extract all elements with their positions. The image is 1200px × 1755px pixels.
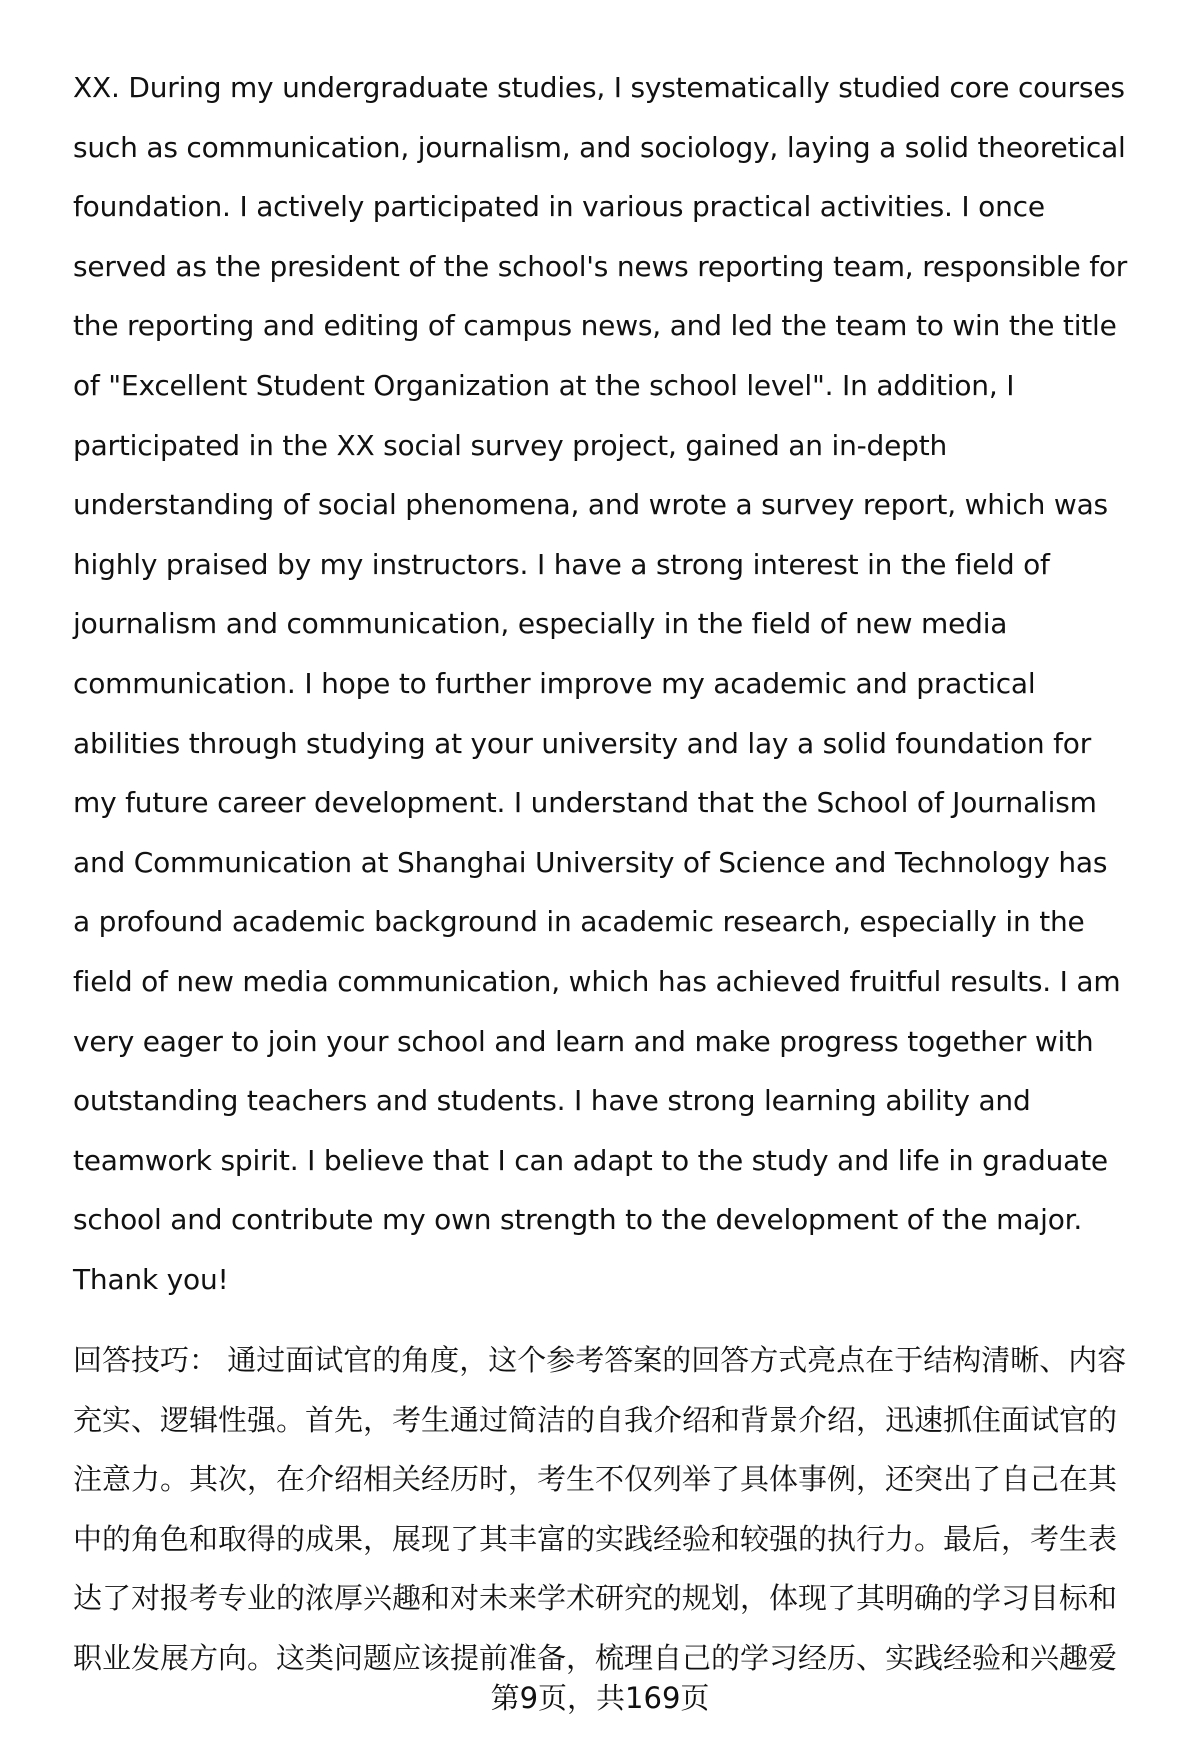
answer-tips-paragraph — [73, 1331, 1126, 1689]
text-line: highly praised by my instructors. I have a strong interest in the field of — [73, 547, 1050, 581]
text-line: served as the president of the school's news reporting team, responsible for — [73, 249, 1128, 283]
text-line: XX. During my undergraduate studies, I systematically studied core courses — [73, 71, 1125, 104]
text-line: 中的角色和取得的成果，展现了其丰富的实践经验和较强的执行力。最后，考生表 — [73, 1521, 1118, 1556]
text-line: my future career development. I understand that the School of Journalism — [73, 786, 1097, 820]
text-line: 注意力。其次，在介绍相关经历时，考生不仅列举了具体事例，还突出了自己在其 — [73, 1462, 1118, 1497]
text-line: journalism and communication, especially in the field of new media — [73, 607, 1008, 641]
page-number: 第9页，共169页 — [490, 1681, 710, 1715]
text-line: 回答技巧： 通过面试官的角度，这个参考答案的回答方式亮点在于结构清晰、内容 — [73, 1343, 1127, 1377]
text-line: a profound academic background in academic research, especially in the — [73, 905, 1085, 939]
text-line: outstanding teachers and students. I have strong learning ability and — [73, 1084, 1031, 1118]
text-line: foundation. I actively participated in various practical activities. I once — [73, 190, 1045, 224]
text-line: the reporting and editing of campus news, and led the team to win the title — [73, 309, 1117, 343]
text-line: and Communication at Shanghai University of Science and Technology has — [73, 845, 1108, 879]
text-line: 达了对报考专业的浓厚兴趣和对未来学术研究的规划，体现了其明确的学习目标和 — [73, 1581, 1118, 1616]
text-line: Thank you! — [73, 1262, 229, 1296]
text-line: teamwork spirit. I believe that I can adapt to the study and life in graduate — [73, 1143, 1108, 1177]
text-line: 职业发展方向。这类问题应该提前准备，梳理自己的学习经历、实践经验和兴趣爱 — [73, 1640, 1118, 1675]
text-line: communication. I hope to further improve my academic and practical — [73, 666, 1036, 700]
text-line: school and contribute my own strength to the development of the major. — [73, 1203, 1083, 1237]
text-line: such as communication, journalism, and sociology, laying a solid theoretical — [73, 130, 1126, 164]
text-line: understanding of social phenomena, and wrote a survey report, which was — [73, 488, 1108, 522]
answer-paragraph — [73, 58, 1127, 1309]
text-line: 充实、逻辑性强。首先，考生通过简洁的自我介绍和背景介绍，迅速抓住面试官的 — [73, 1402, 1118, 1437]
text-line: very eager to join your school and learn and make progress together with — [73, 1024, 1094, 1058]
text-line: abilities through studying at your university and lay a solid foundation for — [73, 726, 1092, 760]
text-line: participated in the XX social survey project, gained an in-depth — [73, 428, 948, 462]
text-line: of "Excellent Student Organization at the school level". In addition, I — [73, 368, 1015, 402]
text-line: field of new media communication, which has achieved fruitful results. I am — [73, 964, 1121, 998]
